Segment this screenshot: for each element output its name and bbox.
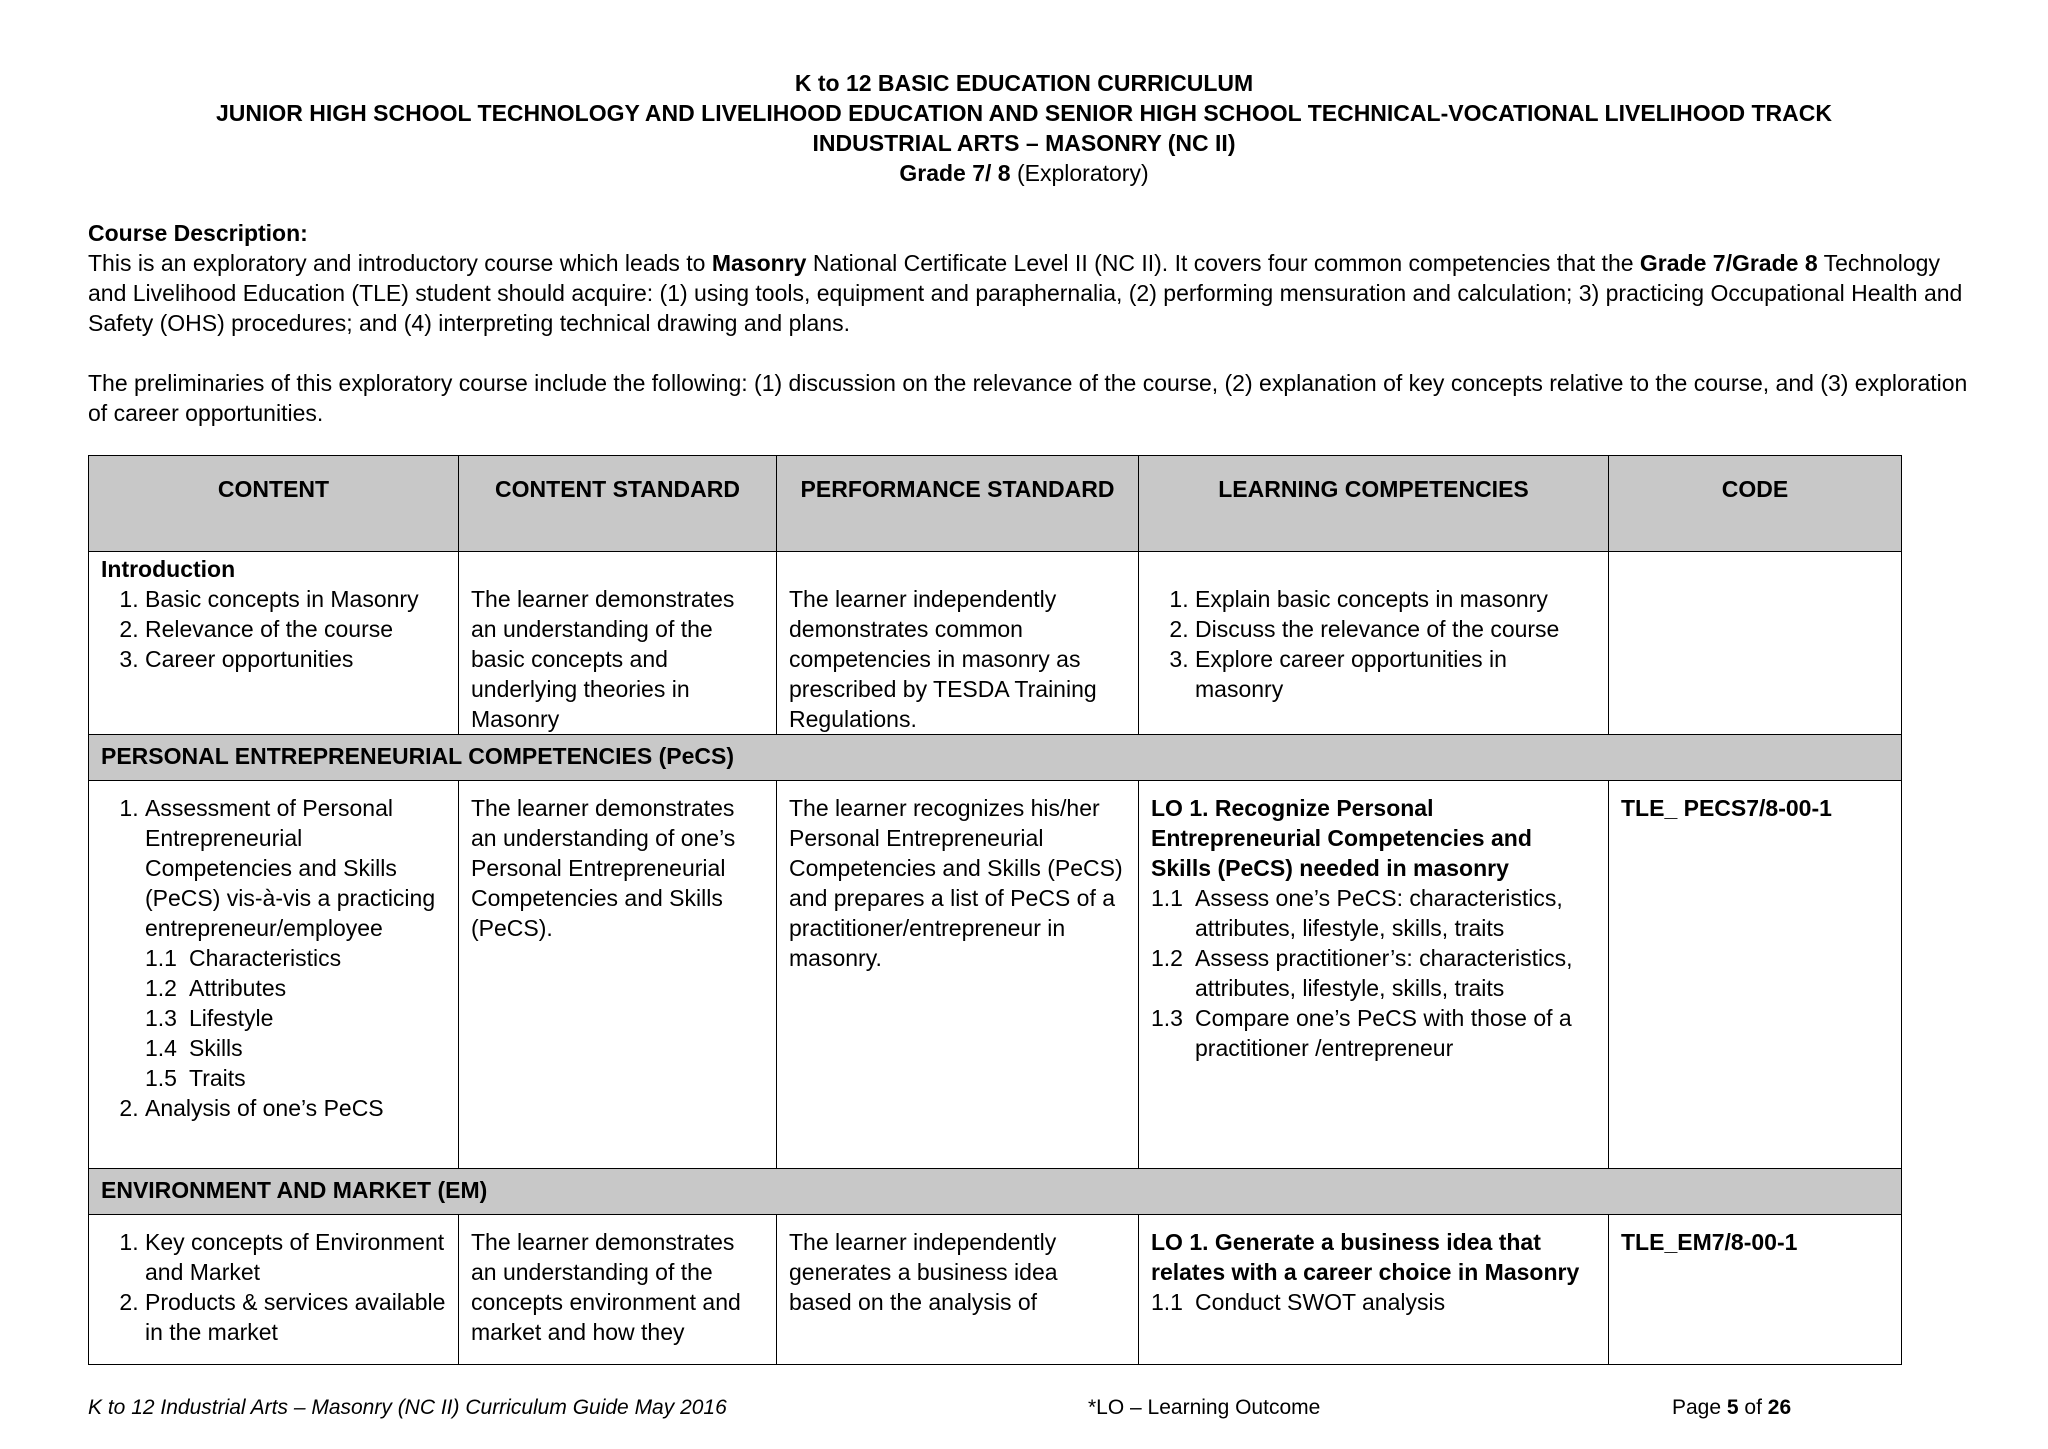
section-row-pecs (89, 735, 1902, 781)
list-item: 1. Key concepts of Environment and Market (145, 1227, 446, 1287)
em-competency-list (1151, 1287, 1596, 1317)
total-pages: 26 (1767, 1396, 1792, 1419)
pecs-content-list (101, 793, 446, 1123)
list-item: 1.3 Lifestyle (145, 1005, 274, 1031)
table-header-row (89, 456, 1902, 552)
course-preliminaries (88, 368, 1968, 428)
section-row-em (89, 1169, 1902, 1215)
cell-code (1609, 552, 1902, 735)
intro-competency-list (1151, 584, 1596, 704)
learning-outcome: LO 1. Generate a business idea that relates with a career choice in Masonry (1151, 1229, 1580, 1285)
current-page: 5 (1726, 1396, 1739, 1419)
course-description-label: Course Description: (88, 220, 308, 246)
list-item: 2. Relevance of the course (145, 614, 446, 644)
footer-lo-note: *LO – Learning Outcome (1088, 1396, 1321, 1419)
list-item: 1. Basic concepts in Masonry (145, 584, 446, 614)
table-row-introduction (89, 552, 1902, 735)
table-row-pecs (89, 781, 1902, 1169)
document-header (0, 68, 2048, 188)
intro-list (101, 584, 446, 674)
list-item: 1.1 Conduct SWOT analysis (1151, 1289, 1446, 1315)
header-learning-competencies: LEARNING COMPETENCIES (1139, 456, 1609, 552)
section-title-em: ENVIRONMENT AND MARKET (EM) (89, 1169, 1902, 1215)
pecs-subitem-list (145, 943, 446, 1093)
cell-content (89, 552, 459, 735)
section-title-pecs: PERSONAL ENTREPRENEURIAL COMPETENCIES (PeCS) (89, 735, 1902, 781)
grade-label: Grade 7/ 8 (899, 160, 1011, 186)
course-description-paragraph-2: The preliminaries of this exploratory course include the following: (1) discussion on the relevance of the course, (2) explanation of key concepts relative to the course, and (3) exploration of career opportunities. (88, 370, 1968, 426)
course-description-paragraph-1: This is an exploratory and introductory course which leads to Masonry National Certificate Level II (NC II). It covers four common competencies that the Grade 7/Grade 8 Technology and Livelihood Education (TLE) student should acquire: (1) using tools, equipment and paraphernalia, (2) performing mensuration and calculation; 3) practicing Occupational Health and Safety (OHS) procedures; and (4) interpreting technical drawing and plans. (88, 250, 1963, 336)
cell-code: TLE_ PECS7/8-00-1 (1609, 781, 1902, 1169)
footer-document-title: K to 12 Industrial Arts – Masonry (NC II) Curriculum Guide May 2016 (88, 1396, 727, 1419)
list-item: 1.1 Assess one’s PeCS: characteristics, attributes, lifestyle, skills, traits (1151, 885, 1563, 941)
cell-content-standard: The learner demonstrates an understanding of one’s Personal Entrepreneurial Competencies and Skills (PeCS). (459, 781, 777, 1169)
footer-page-number: Page 5 of 26 (1672, 1396, 1792, 1419)
list-item: 1.2 Attributes (145, 975, 287, 1001)
header-line-2: JUNIOR HIGH SCHOOL TECHNOLOGY AND LIVELIHOOD EDUCATION AND SENIOR HIGH SCHOOL TECHNICAL-VOCATIONAL LIVELIHOOD TRACK (215, 100, 1832, 126)
cell-performance-standard: The learner independently demonstrates common competencies in masonry as prescribed by TESDA Training Regulations. (777, 552, 1139, 735)
header-content-standard: CONTENT STANDARD (459, 456, 777, 552)
list-item: 1. Explain basic concepts in masonry (1195, 584, 1596, 614)
cell-learning-competencies (1139, 781, 1609, 1169)
grade-note: (Exploratory) (1016, 160, 1149, 186)
list-item: 1.4 Skills (145, 1035, 243, 1061)
curriculum-table (88, 455, 1902, 1365)
cell-content (89, 781, 459, 1169)
cell-performance-standard: The learner recognizes his/her Personal Entrepreneurial Competencies and Skills (PeCS) and prepares a list of PeCS of a practitioner/entrepreneur in masonry. (777, 781, 1139, 1169)
pecs-competency-list (1151, 883, 1596, 1063)
header-content: CONTENT (89, 456, 459, 552)
header-code: CODE (1609, 456, 1902, 552)
header-line-3: INDUSTRIAL ARTS – MASONRY (NC II) (812, 130, 1236, 156)
list-item: 1.1 Characteristics (145, 945, 342, 971)
cell-learning-competencies (1139, 552, 1609, 735)
list-item: 3. Explore career opportunities in masonry (1195, 644, 1596, 704)
list-item: 2. Products & services available in the market (145, 1287, 446, 1347)
list-item: 3. Career opportunities (145, 644, 446, 674)
header-line-1: K to 12 BASIC EDUCATION CURRICULUM (794, 70, 1254, 96)
course-description (88, 218, 1968, 338)
em-content-list (101, 1227, 446, 1347)
list-item: 2. Discuss the relevance of the course (1195, 614, 1596, 644)
list-item: 2. Analysis of one’s PeCS (145, 1093, 446, 1123)
list-item: 1.2 Assess practitioner’s: characteristics, attributes, lifestyle, skills, traits (1151, 945, 1573, 1001)
cell-content-standard: The learner demonstrates an understanding of the basic concepts and underlying theories in Masonry (459, 552, 777, 735)
cell-code: TLE_EM7/8-00-1 (1609, 1215, 1902, 1365)
learning-outcome: LO 1. Recognize Personal Entrepreneurial Competencies and Skills (PeCS) needed in masonry (1151, 795, 1532, 881)
list-item: 1.3 Compare one’s PeCS with those of a practitioner /entrepreneur (1151, 1005, 1572, 1061)
intro-title: Introduction (101, 556, 236, 582)
cell-performance-standard: The learner independently generates a business idea based on the analysis of (777, 1215, 1139, 1365)
cell-content (89, 1215, 459, 1365)
cell-learning-competencies (1139, 1215, 1609, 1365)
cell-content-standard: The learner demonstrates an understanding of the concepts environment and market and how they (459, 1215, 777, 1365)
header-performance-standard: PERFORMANCE STANDARD (777, 456, 1139, 552)
list-item: 1.5 Traits (145, 1065, 246, 1091)
table-row-em (89, 1215, 1902, 1365)
list-item: 1. Assessment of Personal Entrepreneurial Competencies and Skills (PeCS) vis-à-vis a practicing entrepreneur/employee 1.1 Characteristics 1.2 Attributes 1.3 Lifestyle 1.4 Skills 1.5 Traits (145, 793, 446, 1093)
header-grade (0, 158, 2048, 188)
